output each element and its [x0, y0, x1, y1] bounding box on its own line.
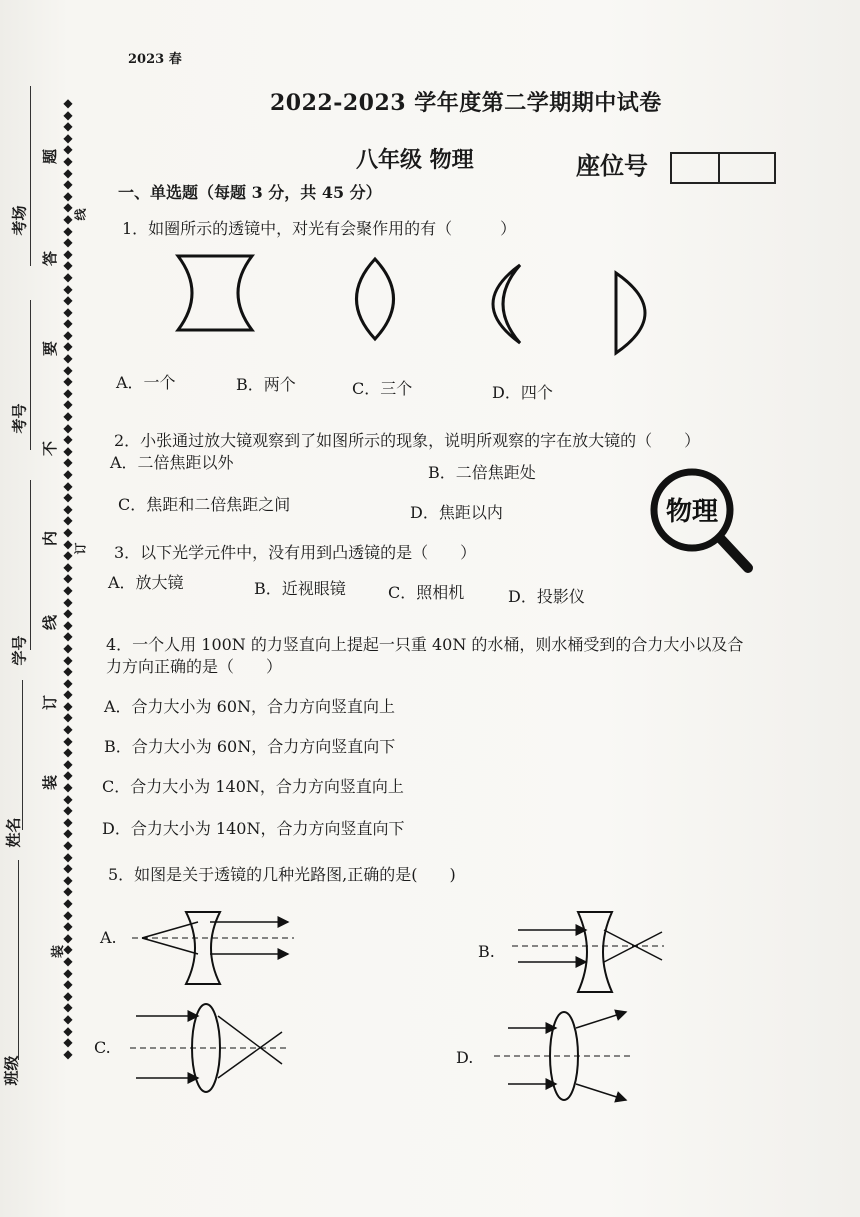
- biconvex-lens-figure: [340, 256, 410, 342]
- binding-diamond: ◆: [63, 965, 73, 980]
- ray-diagram-c: [128, 1002, 288, 1098]
- binding-diamond: ◆: [63, 107, 73, 122]
- q4-option-c[interactable]: C．合力大小为 140N，合力方向竖直向上: [102, 777, 404, 796]
- plano-convex-lens-figure: [610, 270, 660, 356]
- q1-option-b[interactable]: B．两个: [236, 375, 296, 394]
- field-line-kaohao: [30, 300, 31, 450]
- binding-diamond: ◆: [63, 849, 73, 864]
- q4-option-b[interactable]: B．合力大小为 60N，合力方向竖直向下: [104, 737, 396, 756]
- seal-char-2: 线: [73, 208, 88, 221]
- binding-diamond: ◆: [63, 884, 73, 899]
- binding-diamond: ◆: [63, 130, 73, 145]
- binding-diamond: ◆: [63, 861, 73, 876]
- q3-option-d[interactable]: D．投影仪: [508, 587, 585, 606]
- q4-option-a[interactable]: A．合力大小为 60N，合力方向竖直向上: [104, 697, 396, 716]
- binding-diamond: ◆: [63, 455, 73, 470]
- binding-diamond: ◆: [63, 1011, 73, 1026]
- binding-diamond: ◆: [63, 351, 73, 366]
- binding-diamond: ◆: [63, 443, 73, 458]
- binding-diamond: ◆: [63, 617, 73, 632]
- binding-diamond: ◆: [63, 675, 73, 690]
- binding-diamond: ◆: [63, 211, 73, 226]
- q5-figure-label-b[interactable]: B.: [478, 942, 495, 961]
- binding-diamond: ◆: [63, 710, 73, 725]
- binding-diamond: ◆: [63, 629, 73, 644]
- binding-diamond: ◆: [63, 977, 73, 992]
- binding-diamond: ◆: [63, 339, 73, 354]
- binding-diamond: ◆: [63, 258, 73, 273]
- binding-diamond: ◆: [63, 478, 73, 493]
- ray-diagram-b: [508, 908, 668, 1000]
- q5-figure-label-d[interactable]: D.: [456, 1048, 474, 1067]
- field-line-xuehao: [30, 480, 31, 650]
- binding-diamond: ◆: [63, 501, 73, 516]
- binding-diamond: ◆: [63, 269, 73, 284]
- q3-option-a[interactable]: A．放大镜: [108, 573, 184, 592]
- binding-diamond: ◆: [63, 513, 73, 528]
- field-label-xingming: 姓名: [4, 817, 23, 848]
- binding-diamond: ◆: [63, 420, 73, 435]
- seal-char-8: 线: [41, 614, 60, 631]
- binding-diamond: ◆: [63, 281, 73, 296]
- q5-figure-label-a[interactable]: A.: [100, 928, 117, 947]
- meniscus-lens-figure: [472, 262, 532, 346]
- binding-diamond: ◆: [63, 536, 73, 551]
- binding-diamond: ◆: [63, 768, 73, 783]
- q4-option-d[interactable]: D．合力大小为 140N，合力方向竖直向下: [102, 819, 405, 838]
- binding-diamond: ◆: [63, 733, 73, 748]
- binding-diamond: ◆: [63, 327, 73, 342]
- seat-number-box-2[interactable]: [718, 152, 776, 184]
- binding-diamond: ◆: [63, 316, 73, 331]
- binding-diamond: ◆: [63, 397, 73, 412]
- binding-diamond: ◆: [63, 606, 73, 621]
- magnifier-figure: [646, 464, 758, 574]
- binding-diamond-line: [60, 98, 76, 1060]
- binding-diamond: ◆: [63, 698, 73, 713]
- q1-option-a[interactable]: A．一个: [116, 373, 176, 392]
- binding-diamond: ◆: [63, 548, 73, 563]
- field-line-kaochang: [30, 86, 31, 266]
- binding-diamond: ◆: [63, 838, 73, 852]
- binding-diamond: ◆: [63, 235, 73, 250]
- binding-diamond: ◆: [63, 223, 73, 238]
- binding-diamond: ◆: [63, 96, 73, 110]
- q2-option-b[interactable]: B．二倍焦距处: [428, 463, 536, 482]
- ray-diagram-d: [492, 1010, 632, 1106]
- binding-diamond: ◆: [63, 571, 73, 586]
- field-label-kaohao: 考号: [10, 403, 29, 434]
- binding-diamond: ◆: [63, 304, 73, 319]
- seal-char-5: 不: [41, 440, 60, 457]
- binding-diamond: ◆: [63, 756, 73, 771]
- binding-diamond: ◆: [63, 119, 73, 134]
- exam-title: 2022-2023 学年度第二学期期中试卷: [270, 90, 662, 116]
- binding-diamond: ◆: [63, 722, 73, 737]
- concave-lens-figure: [170, 252, 260, 334]
- binding-diamond: ◆: [63, 165, 73, 180]
- binding-diamond: ◆: [63, 385, 73, 400]
- binding-diamond: ◆: [63, 895, 73, 910]
- q3-option-c[interactable]: C．照相机: [388, 583, 465, 602]
- field-label-xuehao: 学号: [10, 635, 29, 666]
- binding-diamond: ◆: [63, 524, 73, 539]
- seal-char-3: 答: [41, 250, 60, 267]
- q2-option-c[interactable]: C．焦距和二倍焦距之间: [118, 495, 291, 514]
- q2-option-d[interactable]: D．焦距以内: [410, 503, 503, 522]
- binding-diamond: ◆: [63, 791, 73, 806]
- binding-diamond: ◆: [63, 153, 73, 168]
- seal-char-6: 内: [41, 530, 60, 547]
- binding-diamond: ◆: [63, 594, 73, 609]
- binding-diamond: ◆: [63, 559, 73, 574]
- binding-diamond: ◆: [63, 246, 73, 261]
- seal-char-11: 装: [51, 944, 67, 959]
- seal-char-7: 订: [73, 542, 88, 555]
- binding-diamond: ◆: [63, 745, 73, 760]
- binding-diamond: ◆: [63, 640, 73, 655]
- question-5-stem: 5．如图是关于透镜的几种光路图,正确的是( ): [108, 865, 456, 884]
- binding-diamond: ◆: [63, 687, 73, 702]
- binding-diamond: ◆: [63, 432, 73, 447]
- question-3-stem: 3．以下光学元件中，没有用到凸透镜的是（ ）: [114, 543, 477, 562]
- binding-diamond: ◆: [63, 803, 73, 818]
- binding-diamond: ◆: [63, 409, 73, 424]
- binding-diamond: ◆: [63, 907, 73, 922]
- binding-diamond: ◆: [63, 490, 73, 505]
- question-1-stem: 1．如圈所示的透镜中，对光有会聚作用的有（ ）: [122, 219, 517, 238]
- binding-diamond: ◆: [63, 188, 73, 203]
- exam-subtitle: 八年级 物理: [356, 147, 474, 173]
- binding-diamond: ◆: [63, 814, 73, 829]
- binding-diamond: ◆: [63, 362, 73, 377]
- binding-diamond: ◆: [63, 664, 73, 679]
- question-4-stem-line1: 4．一个人用 100N 的力竖直向上提起一只重 40N 的水桶，则水桶受到的合力大小以及合: [106, 635, 744, 654]
- question-2-stem: 2．小张通过放大镜观察到了如图所示的现象，说明所观察的字在放大镜的（ ）: [114, 431, 701, 450]
- seal-char-10: 装: [41, 774, 60, 791]
- binding-diamond: ◆: [63, 652, 73, 667]
- binding-diamond: ◆: [63, 930, 73, 945]
- ray-diagram-a: [128, 904, 298, 994]
- field-label-banji: 班级: [2, 1055, 21, 1086]
- q3-option-b[interactable]: B．近视眼镜: [254, 579, 346, 598]
- q5-figure-label-c[interactable]: C.: [94, 1038, 111, 1057]
- seal-char-1: 题: [41, 148, 60, 165]
- binding-diamond: ◆: [63, 293, 73, 308]
- binding-diamond: ◆: [63, 1046, 73, 1061]
- section-title: 一、单选题（每题 3 分，共 45 分）: [118, 183, 382, 202]
- q1-option-c[interactable]: C．三个: [352, 379, 413, 398]
- binding-diamond: ◆: [63, 988, 73, 1003]
- binding-diamond: ◆: [63, 942, 73, 957]
- binding-diamond: ◆: [63, 177, 73, 192]
- binding-diamond: ◆: [63, 142, 73, 157]
- binding-diamond: ◆: [63, 200, 73, 215]
- seal-char-9: 订: [41, 694, 60, 711]
- binding-diamond: ◆: [63, 1035, 73, 1050]
- field-line-xingming: [22, 680, 23, 830]
- corner-note: 2023 春: [128, 52, 182, 67]
- field-line-banji: [18, 860, 19, 1060]
- question-4-stem-line2: 力方向正确的是（ ）: [106, 657, 283, 676]
- binding-diamond: ◆: [63, 374, 73, 389]
- q1-option-d[interactable]: D．四个: [492, 383, 553, 402]
- binding-diamond: ◆: [63, 780, 73, 795]
- binding-diamond: ◆: [63, 582, 73, 597]
- binding-diamond: ◆: [63, 919, 73, 934]
- magnified-text: 物理: [665, 497, 719, 527]
- seat-number-box-1[interactable]: [670, 152, 720, 184]
- binding-diamond: ◆: [63, 953, 73, 968]
- binding-diamond: ◆: [63, 872, 73, 887]
- binding-diamond: ◆: [63, 1000, 73, 1015]
- seal-char-4: 要: [41, 340, 60, 357]
- seat-number-label: 座位号: [576, 151, 648, 180]
- binding-diamond: ◆: [63, 467, 73, 481]
- field-label-kaochang: 考场: [10, 205, 29, 236]
- binding-diamond: ◆: [63, 1023, 73, 1038]
- binding-diamond: ◆: [63, 826, 73, 841]
- q2-option-a[interactable]: A．二倍焦距以外: [110, 453, 234, 472]
